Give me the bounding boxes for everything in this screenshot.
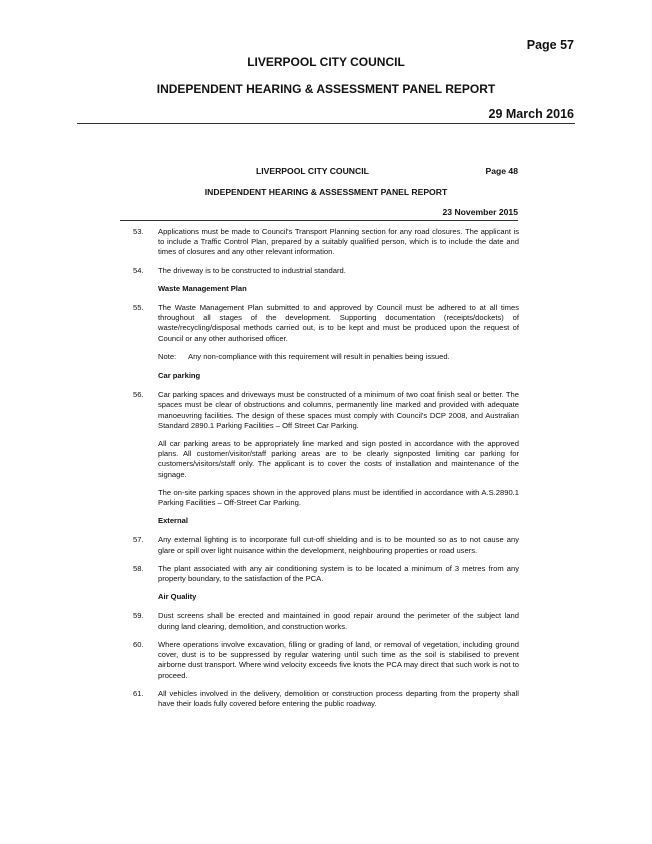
condition-item: [133, 227, 519, 258]
condition-item: [133, 611, 519, 631]
inner-report-title: INDEPENDENT HEARING & ASSESSMENT PANEL REPORT: [204, 187, 448, 197]
condition-number: 53.: [133, 227, 144, 236]
condition-number: 58.: [133, 563, 144, 573]
inner-header-rule: [120, 220, 518, 221]
condition-number: 54.: [133, 265, 144, 275]
condition-text: Applications must be made to Council's Transport Planning section for any road closures. The applicant is to include a Traffic Control Plan, prepared by a suitably qualified person, which is to include the date and times of closures and any other relevant information.: [158, 227, 519, 257]
outer-report-date: 29 March 2016: [488, 107, 574, 121]
condition-item: [133, 303, 519, 344]
condition-item: [133, 266, 519, 276]
condition-text: The plant associated with any air conditioning system is to be located a minimum of 3 metres from any property boundary, to the satisfaction of the PCA.: [158, 563, 519, 584]
condition-text: The driveway is to be constructed to industrial standard.: [158, 265, 346, 275]
section-heading-car-parking: Car parking: [158, 371, 201, 381]
outer-page-number: Page 57: [526, 38, 574, 52]
condition-paragraph: The on-site parking spaces shown in the approved plans must be identified in accordance with A.S.2890.1 Parking Facilities – Off-Street Car Parking.: [158, 487, 519, 508]
condition-paragraph: All car parking areas to be appropriately line marked and sign posted in accordance with the approved plans. All customer/visitor/staff parking areas are to be clearly signposted limiting car parking for customers/visitors/staff only. The applicant is to cover the costs of installation and maintenance of the signage.: [158, 439, 519, 479]
inner-council-title: LIVERPOOL CITY COUNCIL: [256, 166, 369, 176]
note-label: Note:: [158, 351, 177, 361]
condition-item: [133, 689, 519, 709]
note-text: Any non-compliance with this requirement will result in penalties being issued.: [188, 351, 450, 361]
condition-item: [133, 390, 519, 431]
inner-page-number: Page 48: [485, 166, 518, 176]
section-heading-waste: Waste Management Plan: [158, 283, 247, 293]
condition-number: 60.: [133, 639, 144, 649]
condition-number: 55.: [133, 303, 144, 313]
condition-text: The Waste Management Plan submitted to and approved by Council must be adhered to at all times throughout all stages of the development. Supporting documentation (receipts/dockets) of waste/recycling/disposal methods carried out, is to be kept and must be produced upon the request of Council or any other authorised officer.: [158, 303, 519, 343]
condition-item: [133, 535, 519, 555]
condition-number: 57.: [133, 535, 144, 545]
condition-text: Car parking spaces and driveways must be constructed of a minimum of two coat finish seal or better. The spaces must be clear of obstructions and columns, permanently line marked and provided with adequate manoeuvring facilities. The design of these spaces must comply with Council's DCP 2008, and Australian Standard 2890.1 Parking Facilities – Off Street Car Parking.: [158, 390, 519, 430]
condition-number: 61.: [133, 688, 144, 698]
conditions-body: [133, 227, 519, 717]
outer-council-title: LIVERPOOL CITY COUNCIL: [247, 55, 405, 69]
condition-item: [133, 564, 519, 584]
condition-item: [133, 640, 519, 681]
outer-report-title: INDEPENDENT HEARING & ASSESSMENT PANEL REPORT: [156, 82, 496, 96]
outer-header-rule: [77, 123, 575, 124]
condition-number: 59.: [133, 611, 144, 621]
condition-text: Where operations involve excavation, filling or grading of land, or removal of vegetation, including ground cover, dust is to be suppressed by regular watering until such time as the soil is stabilised to prevent airborne dust transport. Where wind velocity exceeds five knots the PCA may direct that such work is not to proceed.: [158, 639, 519, 680]
condition-text: Dust screens shall be erected and maintained in good repair around the perimeter of the subject land during land clearing, demolition, and construction works.: [158, 611, 519, 631]
section-heading-air-quality: Air Quality: [158, 592, 197, 602]
note: [158, 352, 519, 362]
condition-text: All vehicles involved in the delivery, demolition or construction process departing from the property shall have their loads fully covered before entering the public roadway.: [158, 688, 519, 708]
section-heading-external: External: [158, 516, 188, 526]
inner-report-date: 23 November 2015: [442, 207, 518, 217]
condition-number: 56.: [133, 390, 144, 400]
condition-text: Any external lighting is to incorporate full cut-off shielding and is to be mounted so as to not cause any glare or spill over light nuisance within the development, neighbouring properties or road users.: [158, 535, 519, 555]
